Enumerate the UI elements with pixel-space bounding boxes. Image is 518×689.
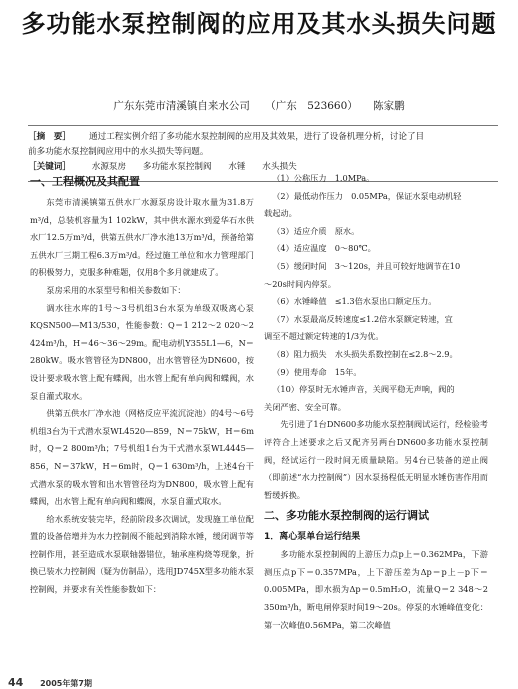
spec-item: （4）适应温度 0～80℃。 (272, 243, 376, 254)
issue-label: 2005年第7期 (40, 679, 92, 688)
spec-item: （1）公称压力 1.0MPa。 (272, 173, 375, 183)
paragraph: 泵房采用的水泵型号和相关参数如下： (46, 284, 186, 295)
keyword: 水头损失 (262, 162, 297, 172)
spec-item: （6）水锤峰值 ≤1.3倍水泵出口额定压力。 (272, 296, 437, 307)
spec-item: （10）停泵时无水锤声音，关阀平稳无声响，阀的 (272, 384, 455, 395)
paragraph: 东莞市清溪镇第五供水厂水源泵房设计取水量为31.8万m³/d，总装机容量为1 102kW，其中供水源水到爱华石水供水厂12.5万m³/d，供第五供水厂净水池13万m³/d，预备给第五供水厂三期工程6.3万m³/d。经过施工单位和水力管理部门的积极努力，克服多种难题，仅用8个多月就建成了。 (30, 197, 254, 278)
subsection-heading: 1．离心泵单台运行结果 (264, 532, 361, 543)
spec-item-cont: 调至不超过额定转速的1/3为优。 (264, 331, 384, 342)
section-heading-1: 一、工程概况及其配置 (30, 175, 140, 188)
paragraph: 供第五供水厂净水池（网格反应平流沉淀池）的4号～6号机组3台为干式潜水泵WL4520—859，N＝75kW，H＝6m时，Q＝2 800m³/h；7号机组1台为干式潜水泵WL4445—856，N＝37kW，H＝6m时，Q＝1 630m³/h，上述4台干式潜水泵的吸水管和出水管管径均为DN800，吸水管上配有蝶阀，出水管上配有单向阀和蝶阀，水泵自灌式取水。 (30, 408, 254, 507)
left-column (30, 170, 254, 599)
keyword: 水源泵房 (91, 162, 127, 172)
spec-item-cont: ～20s时间内停泵。 (264, 278, 336, 289)
keyword: 多功能水泵控制阀 (142, 162, 212, 172)
paragraph: 给水系统安装完毕，经前阶段多次调试，发现施工单位配置的设备倍增并为水力控制阀不能起到消除水锤，缓闭调节等控制作用，甚至造成水泵联轴器错位，轴承座构烧等现象，折换已装水力控制阀（疑为仿制品），选用JD745X型多功能水泵控制阀，并要求有关性能参数如下： (30, 513, 254, 595)
abstract-line-1 (28, 130, 498, 145)
spec-item: （2）最低动作压力 0.05MPa，保证水泵电动机轻 (272, 190, 462, 201)
right-column (264, 170, 488, 634)
paragraph: 多功能水泵控制阀的上游压力点p上＝0.362MPa，下游测压点p下＝0.357MPa，上下游压差为Δp＝p上－p下＝0.005MPa，即水损为Δp＝0.5mH₂O，流量Q＝2 348～2 350m³/h，断电闸停泵时间19～20s。停泵的水锤峰值变化：第一次峰值0.56MPa，第二次峰值 (264, 549, 488, 630)
section-heading-2: 二、多功能水泵控制阀的运行调试 (264, 509, 429, 523)
abstract-label: ［摘 要］ (28, 132, 71, 142)
page-number: 44 (8, 676, 24, 689)
spec-item: （7）水泵最高反转速度≤1.2倍水泵额定转速，宜 (272, 313, 453, 324)
spec-item-cont: 载起动。 (264, 208, 297, 219)
spec-item: （8）阻力损失 水头损失系数控制在≤2.8～2.9。 (272, 348, 458, 359)
keywords-label: ［关键词］ (28, 162, 71, 172)
author-line (0, 98, 518, 113)
spec-item: （5）缓闭时间 3～120s，并且可较好地调节在10 (272, 260, 461, 271)
paragraph: 调水往水库的1号～3号机组3台水泵为单级双吸离心泵KQSN500—M13/530，性能参数：Q＝1 212～2 020～2 424m³/h，H＝46～36～29m。配电动机Y355L1—6，N＝280kW。吸水管管径为DN800，出水管管径为DN600，按设计要求吸水管上配有蝶阀，出水管上配有单向阀和蝶阀，水泵自灌式取水。 (30, 302, 254, 401)
author-name: 陈家鹏 (373, 100, 405, 112)
abstract-text-1: 通过工程实例介绍了多功能水泵控制阀的应用及其效果，进行了设备机理分析，讨论了目 (88, 132, 425, 142)
keyword: 水锤 (228, 162, 246, 172)
article-title: 多功能水泵控制阀的应用及其水头损失问题 (21, 10, 497, 38)
affiliation: 广东东莞市清溪镇自来水公司 (113, 100, 250, 112)
spec-item: （3）适应介质 原水。 (272, 225, 360, 236)
spec-item-cont: 关闭严密、安全可靠。 (264, 401, 346, 412)
page-footer (8, 676, 92, 689)
postcode: （广东 523660） (265, 100, 358, 112)
abstract-line-2: 前多功能水泵控制阀应用中的水头损失等问题。 (28, 147, 209, 157)
paragraph: 先引进了1台DN600多功能水泵控制阀试运行，经检验考评符合上述要求之后又配齐另两台DN600多功能水泵控制阀，经试运行一段时间无质量缺陷。另4台已装备的逆止阀（即前述“水力控制阀”）因水泵扬程低无明显水锤伤害作用而暂缓拆换。 (264, 419, 488, 500)
spec-item: （9）使用寿命 15年。 (272, 366, 362, 377)
